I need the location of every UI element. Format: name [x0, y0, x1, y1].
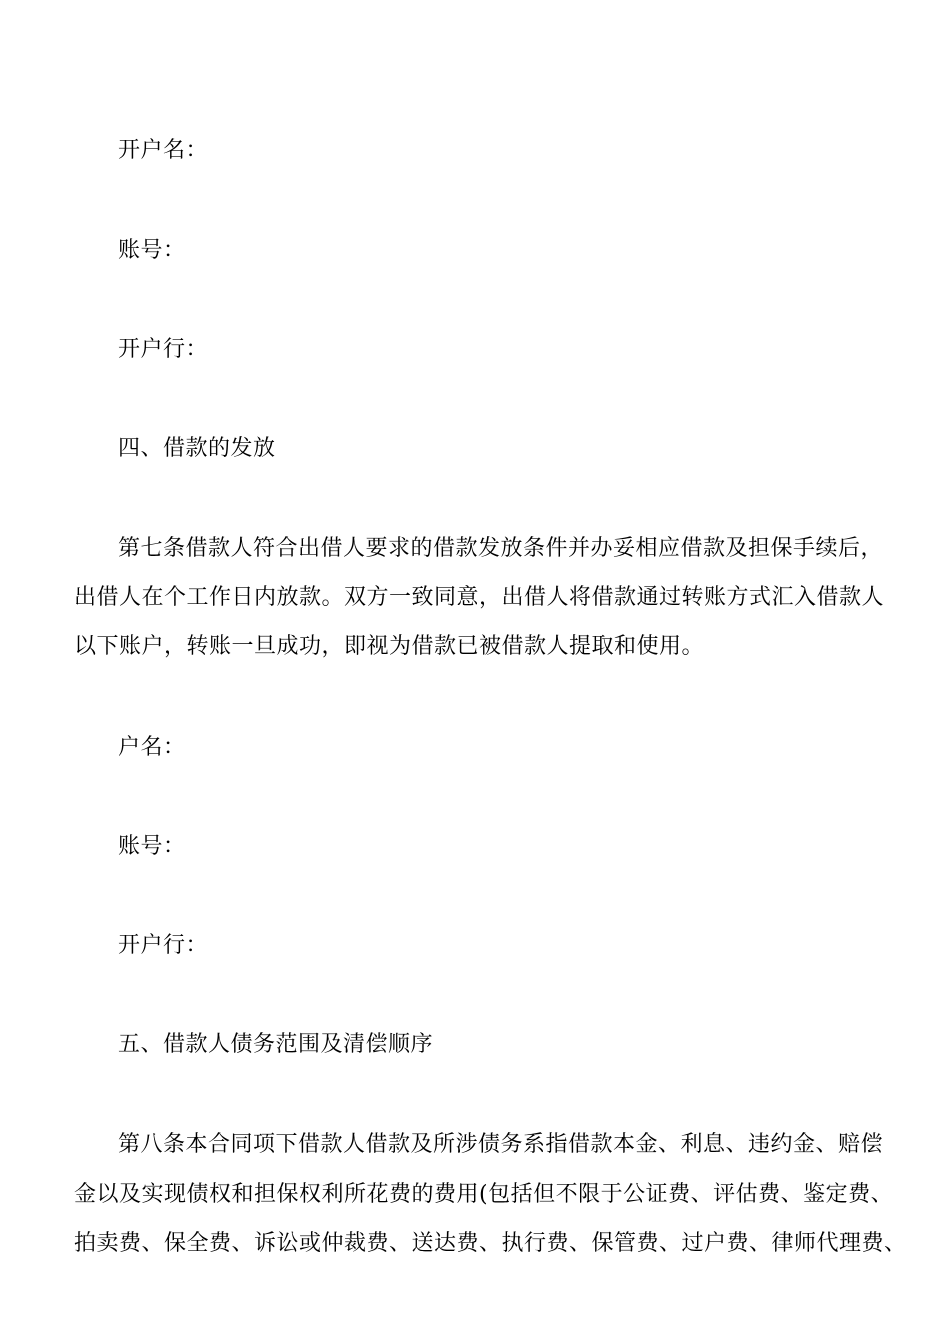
- article-7-line-2: 出借人在个工作日内放款。双方一致同意，出借人将借款通过转账方式汇入借款人: [74, 585, 885, 610]
- article-8-line-1: 第八条本合同项下借款人借款及所涉债务系指借款本金、利息、违约金、赔偿: [118, 1132, 884, 1157]
- section-5-heading: 五、借款人债务范围及清偿顺序: [118, 1032, 434, 1057]
- account-number-label: 账号：: [118, 238, 186, 263]
- bank-label-2: 开户行：: [118, 933, 209, 958]
- account-number-label-2: 账号：: [118, 834, 186, 859]
- bank-label: 开户行：: [118, 337, 209, 362]
- section-4-heading: 四、借款的发放: [118, 436, 276, 461]
- article-8-line-3: 拍卖费、保全费、诉讼或仲裁费、送达费、执行费、保管费、过户费、律师代理费、: [74, 1231, 907, 1256]
- account-name-label: 开户名：: [118, 138, 209, 163]
- article-7-line-1: 第七条借款人符合出借人要求的借款发放条件并办妥相应借款及担保手续后，: [118, 536, 884, 561]
- article-7-line-3: 以下账户，转账一旦成功，即视为借款已被借款人提取和使用。: [74, 634, 705, 659]
- article-8-line-2: 金以及实现债权和担保权利所花费的费用(包括但不限于公证费、评估费、鉴定费、: [74, 1182, 894, 1207]
- holder-name-label: 户名：: [118, 735, 186, 760]
